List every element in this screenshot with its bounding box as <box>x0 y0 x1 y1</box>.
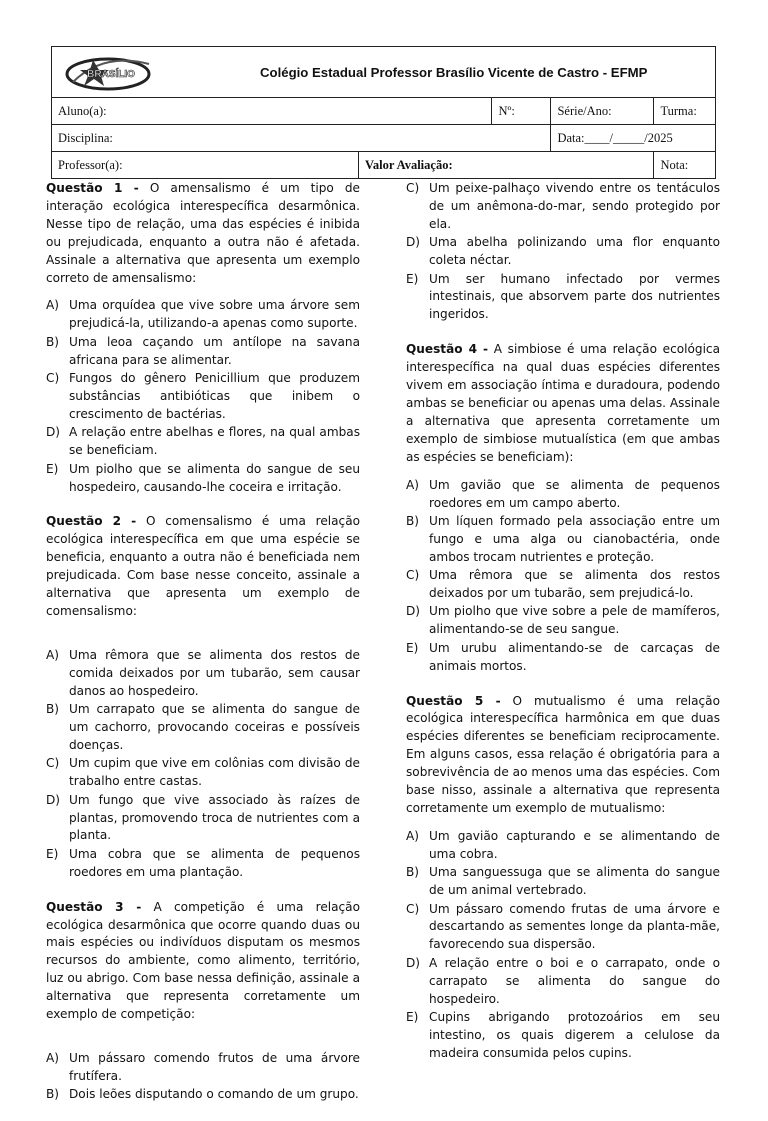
answer-option[interactable] <box>406 640 720 676</box>
answer-option[interactable] <box>406 180 720 234</box>
option-text: A relação entre abelhas e flores, na qual ambas se beneficiam. <box>69 425 360 458</box>
answer-option[interactable] <box>406 901 720 955</box>
option-text: Um pássaro comendo frutas de uma árvore e descartando as sementes longe da planta-mãe, favorecendo sua dispersão. <box>429 901 720 952</box>
question-3: Questão 3 - A competição é uma relação ecológica desarmônica que ocorre quando duas ou mais espécies ou indivíduos disputam os mesmos recursos do ambiente, como alimento, território, luz ou abrigo. Com base nessa definição, assinale a alternativa que representa corretamente um exemplo de competição: <box>46 899 360 1022</box>
option-text: Um piolho que se alimenta do sangue de seu hospedeiro, causando-lhe coceira e irritação. <box>69 461 360 494</box>
option-text: Um pássaro comendo frutos de uma árvore frutífera. <box>69 1050 360 1083</box>
option-text: Um urubu alimentando-se de carcaças de animais mortos. <box>429 640 720 673</box>
answer-option[interactable] <box>406 828 720 864</box>
answer-option[interactable] <box>406 477 720 513</box>
assessment-value-field: Valor Avaliação: <box>359 152 654 179</box>
teacher-field: Professor(a): <box>52 152 359 179</box>
option-text: Um fungo que vive associado às raízes de plantas, promovendo troca de nutrientes com a planta. <box>69 792 360 843</box>
option-letter: B) <box>46 334 60 349</box>
answer-option[interactable] <box>406 234 720 270</box>
option-letter: B) <box>46 1087 60 1102</box>
question-1-options <box>46 297 360 496</box>
option-text: Um gavião que se alimenta de pequenos roedores em um campo aberto. <box>429 477 720 510</box>
answer-option[interactable] <box>406 864 720 900</box>
question-5: Questão 5 - O mutualismo é uma relação ecológica interespecífica harmônica em que duas espécies diferentes se beneficiam reciprocamente. Em alguns casos, essa relação é obrigatória para a sobrevivência de ao menos uma das espécies. Com base nisso, assinale a alternativa que representa corretamente um exemplo de mutualismo: <box>406 693 720 815</box>
option-letter: E) <box>406 271 419 286</box>
option-text: Um cupim que vive em colônias com divisão de trabalho entre castas. <box>69 756 360 789</box>
date-field: Data:____/_____/2025 <box>551 125 716 152</box>
answer-option[interactable] <box>406 955 720 1009</box>
grade-field: Série/Ano: <box>551 98 654 125</box>
option-letter: E) <box>46 846 59 861</box>
answer-option[interactable] <box>46 1086 360 1104</box>
option-letter: B) <box>406 865 420 880</box>
subject-field: Disciplina: <box>52 125 551 152</box>
student-number-field: Nº: <box>492 98 551 125</box>
class-field: Turma: <box>654 98 716 125</box>
option-letter: E) <box>406 640 419 655</box>
option-letter: D) <box>406 955 421 970</box>
option-letter: B) <box>46 702 60 717</box>
option-letter: A) <box>46 647 59 662</box>
option-letter: B) <box>406 513 420 528</box>
answer-option[interactable] <box>46 461 360 497</box>
option-letter: D) <box>46 425 61 440</box>
answer-option[interactable] <box>46 297 360 333</box>
option-text: Um gavião capturando e se alimentando de uma cobra. <box>429 828 720 861</box>
option-letter: C) <box>406 901 420 916</box>
answer-option[interactable] <box>46 701 360 755</box>
answer-option[interactable] <box>46 370 360 424</box>
option-letter: A) <box>46 298 59 313</box>
option-text: Uma sanguessuga que se alimenta do sangue de um animal vertebrado. <box>429 865 720 898</box>
option-letter: C) <box>46 371 60 386</box>
student-name-field: Aluno(a): <box>52 98 492 125</box>
answer-option[interactable] <box>406 603 720 639</box>
school-logo <box>63 52 153 94</box>
answer-option[interactable] <box>46 792 360 846</box>
option-letter: A) <box>406 477 419 492</box>
answer-option[interactable] <box>46 424 360 460</box>
left-column <box>46 180 360 1121</box>
option-letter: C) <box>406 568 420 583</box>
answer-option[interactable] <box>46 334 360 370</box>
answer-option[interactable] <box>46 647 360 701</box>
option-text: A relação entre o boi e o carrapato, onde o carrapato se alimenta do sangue do hospedeiro. <box>429 955 720 1006</box>
option-text: Fungos do gênero Penicillium que produzem substâncias antibióticas que inibem o crescimento de bactérias. <box>69 371 360 421</box>
answer-option[interactable] <box>46 755 360 791</box>
answer-option[interactable] <box>406 271 720 325</box>
question-4-options <box>406 477 720 676</box>
option-letter: E) <box>46 461 59 476</box>
question-2: Questão 2 - O comensalismo é uma relação ecológica interespecífica em que uma espécie se beneficia, enquanto a outra não é beneficiada nem prejudicada. Com base nesse conceito, assinale a alternativa que apresenta um exemplo de comensalismo: <box>46 514 361 618</box>
option-text: Um ser humano infectado por vermes intestinais, que absorvem parte dos nutrientes ingeridos. <box>429 271 720 322</box>
option-text: Um piolho que vive sobre a pele de mamíferos, alimentando-se de seu sangue. <box>429 604 720 637</box>
question-4: Questão 4 - A simbiose é uma relação ecológica interespecífica na qual duas espécies diferentes vivem em associação íntima e duradoura, podendo ambas se beneficiar ou apenas uma delas. Assinale a alternativa que apresenta corretamente um exemplo de simbiose mutualística (em que ambas as espécies se beneficiam): <box>406 342 720 464</box>
option-letter: D) <box>406 235 421 250</box>
question-5-options <box>406 828 720 1063</box>
option-text: Uma leoa caçando um antílope na savana africana para se alimentar. <box>69 334 360 367</box>
option-text: Um peixe-palhaço vivendo entre os tentáculos de um anêmona-do-mar, sendo protegido por ela. <box>429 181 720 231</box>
option-text: Uma orquídea que vive sobre uma árvore sem prejudicá-la, utilizando-a apenas como suporte. <box>69 298 360 331</box>
option-text: Uma cobra que se alimenta de pequenos roedores em uma plantação. <box>69 846 360 879</box>
right-column <box>406 180 720 1080</box>
option-text: Cupins abrigando protozoários em seu intestino, os quais digerem a celulose da madeira consumida pelos cupins. <box>429 1009 720 1060</box>
option-text: Um carrapato que se alimenta do sangue de um cachorro, provocando coceiras e possíveis doenças. <box>69 702 360 752</box>
question-3-options-part2 <box>406 180 720 324</box>
answer-option[interactable] <box>46 846 360 882</box>
answer-option[interactable] <box>406 513 720 567</box>
answer-option[interactable] <box>406 567 720 603</box>
answer-option[interactable] <box>46 1050 360 1086</box>
option-text: Dois leões disputando o comando de um grupo. <box>69 1087 359 1102</box>
option-text: Uma abelha polinizando uma flor enquanto coleta néctar. <box>429 235 720 268</box>
score-field: Nota: <box>654 152 716 179</box>
answer-option[interactable] <box>406 1009 720 1063</box>
logo-text: BRASÍLIO <box>87 69 135 80</box>
option-letter: E) <box>406 1009 419 1024</box>
option-letter: A) <box>406 828 419 843</box>
option-letter: A) <box>46 1050 59 1065</box>
question-1: Questão 1 - O amensalismo é um tipo de interação ecológica interespecífica desarmônica. Nesse tipo de relação, uma das espécies é inibida ou prejudicada, enquanto a outra não é afetada. Assinale a alternativa que apresenta um exemplo correto de amensalismo: <box>46 181 360 285</box>
option-text: Um líquen formado pela associação entre um fungo e uma alga ou cianobactéria, onde ambos trocam nutrientes e proteção. <box>429 513 720 564</box>
question-3-options-part1 <box>46 1050 360 1104</box>
school-name: Colégio Estadual Professor Brasílio Vicente de Castro - EFMP <box>52 47 716 98</box>
option-text: Uma rêmora que se alimenta dos restos de comida deixados por um tubarão, sem causar danos ao hospedeiro. <box>69 647 360 698</box>
option-letter: D) <box>406 604 421 619</box>
question-2-options <box>46 647 360 882</box>
option-letter: C) <box>406 181 420 195</box>
option-text: Uma rêmora que se alimenta dos restos deixados por um tubarão, sem prejudicá-lo. <box>429 568 720 601</box>
option-letter: D) <box>46 792 61 807</box>
option-letter: C) <box>46 756 60 771</box>
